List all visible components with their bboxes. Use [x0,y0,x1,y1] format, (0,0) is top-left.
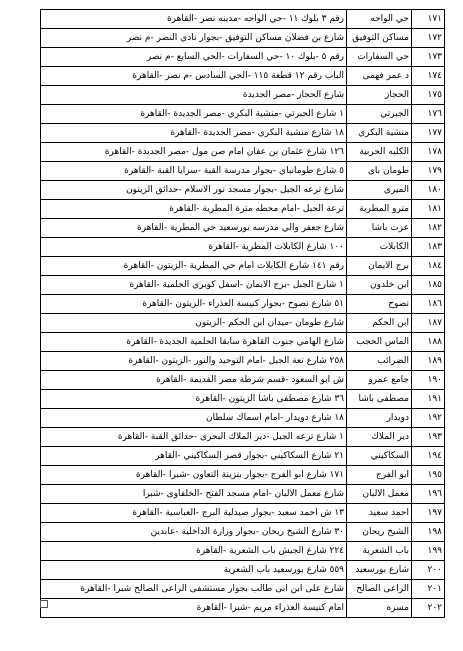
table-row [41,48,445,67]
branch-address-cell: ٢١ شارع السكاكيني -بجوار قصر السكاكيني -القاهر [41,447,347,466]
table-row [41,181,445,200]
branch-name-cell: الجبرتي [347,105,412,124]
branch-number-cell: ١٧٥ [412,86,445,105]
table-row [41,86,445,105]
table-row [41,162,445,181]
branch-name-cell: احمد سعيد [347,504,412,523]
branch-address-cell: شارع ترعه الجبل -بجوار مسجد نور الاسلام -حدائق الزيتون [41,181,347,200]
branch-address-cell: شارع بن فضلان مساكن التوفيق -بجوار نادي النصر -م نصر [41,29,347,48]
branch-address-cell: شارع الهامي جنوب القاهرة سابقا الحلمية الجديدة -القاهرة [41,333,347,352]
branch-address-cell: ٢٥٨ شارع تعة الجبل -امام التوحيد والنور -الزيتون -القاهرة [41,352,347,371]
branch-address-cell: ٣٦ شارع مصطفى باشا الزيتون -القاهرة [41,390,347,409]
table-row [41,523,445,542]
branch-name-cell: مصطفى باشا [347,390,412,409]
branch-name-cell: حي السفارات [347,48,412,67]
branch-number-cell: ١٩٠ [412,371,445,390]
table-row [41,29,445,48]
branch-name-cell: دير الملاك [347,428,412,447]
table-row [41,10,445,29]
branch-number-cell: ١٩٨ [412,523,445,542]
branch-number-cell: ١٨٠ [412,181,445,200]
branch-address-cell: ١ شارع ترعه الجبل -دير الملاك البحرى -حدائق القبة -القاهرة [41,428,347,447]
branch-name-cell: الشيخ ريحان [347,523,412,542]
branch-name-cell: الحجاز [347,86,412,105]
branch-name-cell: ابو الفرج [347,466,412,485]
branch-name-cell: جامع عمرو [347,371,412,390]
branch-name-cell: معمل الالبان [347,485,412,504]
branch-number-cell: ١٨٢ [412,219,445,238]
branch-name-cell: ابن خلدون [347,276,412,295]
table-row [41,200,445,219]
branch-address-cell: ١٣ ش احمد سعيد -بجوار صيدلية البرج -العباسية -القاهرة [41,504,347,523]
branch-address-cell: ترعة الجبل -امام محطه مترة المطرية -القاهرة [41,200,347,219]
branch-number-cell: ١٧١ [412,10,445,29]
table-row [41,143,445,162]
paragraph-end-mark [40,600,48,608]
branch-name-cell: الراعى الصالح [347,580,412,599]
branch-address-cell: ١٢٦ شارع عثمان بن عفان امام صن مول -مصر الجديدة -القاهرة [41,143,347,162]
branch-name-cell: منشية البكري [347,124,412,143]
branch-address-cell: ١٨ شارع منشية البكري -مصر الجديدة -القاهرة [41,124,347,143]
branch-name-cell: شارع بورسعيد [347,561,412,580]
branch-address-cell: ٥١ شارع نصوح -بجوار كنيسة العذراء -الزيتون -القاهرة [41,295,347,314]
branch-number-cell: ١٨٨ [412,333,445,352]
branch-address-cell: الباب رقم ١٢ قطعة ١١٥ -الحي السادس -م نصر -القاهرة [41,67,347,86]
branch-address-cell: رقم ٣ بلوك ١١ -حي الواحه -مدينه نصر -القاهرة [41,10,347,29]
branch-number-cell: ١٧٨ [412,143,445,162]
branch-number-cell: ١٧٣ [412,48,445,67]
branch-address-cell: شارع على ابن ابى طالب بجوار مستشفى الراعى الصالح شبرا -القاهرة [41,580,347,599]
table-row [41,504,445,523]
table-row [41,105,445,124]
branch-number-cell: ١٩٢ [412,409,445,428]
branch-name-cell: دويدار [347,409,412,428]
branch-address-cell: شارع طومان -ميدان ابن الحكم -الزيتون [41,314,347,333]
branch-name-cell: الكليه الحربية [347,143,412,162]
branch-address-cell: ش ابو السعود -قسم شرطة مصر القديمة -القاهرة [41,371,347,390]
table-row [41,447,445,466]
table-row [41,314,445,333]
table-row [41,485,445,504]
branch-address-cell: ١٨ شارع دويدار -امام اسماك سلطان [41,409,347,428]
table-row [41,599,445,618]
branch-number-cell: ١٩١ [412,390,445,409]
table-row [41,390,445,409]
table-row [41,561,445,580]
branches-table-body [41,10,445,618]
branch-number-cell: ١٨١ [412,200,445,219]
table-row [41,295,445,314]
branch-number-cell: ١٧٧ [412,124,445,143]
branch-name-cell: نصوح [347,295,412,314]
branch-number-cell: ٢٠٢ [412,599,445,618]
branch-number-cell: ١٧٩ [412,162,445,181]
table-row [41,124,445,143]
branch-address-cell: رقم ١٤١ شارع الكابلات امام حي المطرية -الزيتون -القاهرة [41,257,347,276]
branch-name-cell: برج الايمان [347,257,412,276]
branch-name-cell: السكاكيني [347,447,412,466]
branch-address-cell: ٣٠ شارع الشيخ ريحان -بجوار وزارة الداخلية -عابدين [41,523,347,542]
table-row [41,352,445,371]
branch-address-cell: ١٧١ شارع ابو الفرج -بجوار بنزينة التعاون -شبرا -القاهرة [41,466,347,485]
branch-address-cell: امام كنيسة العذراء مريم -شبرا -القاهرة [41,599,347,618]
branch-address-cell: ٢٢٤ شارع الجيش باب الشعرية -القاهرة [41,542,347,561]
branch-number-cell: ٢٠١ [412,580,445,599]
branch-name-cell: عزت باشا [347,219,412,238]
branch-number-cell: ١٩٣ [412,428,445,447]
table-row [41,276,445,295]
branch-name-cell: د عمر فهمى [347,67,412,86]
table-row [41,333,445,352]
branches-table [40,9,445,618]
branch-number-cell: ٢٠٠ [412,561,445,580]
branch-number-cell: ١٨٧ [412,314,445,333]
branch-number-cell: ١٨٩ [412,352,445,371]
branch-name-cell: باب الشعرية [347,542,412,561]
branch-name-cell: حي الواحه [347,10,412,29]
table-row [41,371,445,390]
branch-number-cell: ١٨٦ [412,295,445,314]
branch-address-cell: ١ شارع الجبرتي -منشية البكري -مصر الجديدة -القاهرة [41,105,347,124]
branch-address-cell: شارع الحجاز -مصر الجديدة [41,86,347,105]
branch-name-cell: الضرائب [347,352,412,371]
branch-number-cell: ١٩٥ [412,466,445,485]
branch-number-cell: ١٨٤ [412,257,445,276]
branch-number-cell: ١٨٥ [412,276,445,295]
table-row [41,428,445,447]
branch-name-cell: ابن الحكم [347,314,412,333]
branch-address-cell: ٥٥٩ شارع بورسعيد باب الشعرية [41,561,347,580]
branch-number-cell: ١٩٤ [412,447,445,466]
table-row [41,409,445,428]
branch-address-cell: ٥ شارع طومانباي -بجوار مدرسة القبة -سرايا القبة -القاهرة [41,162,347,181]
table-row [41,219,445,238]
branch-number-cell: ١٧٤ [412,67,445,86]
branch-number-cell: ١٧٢ [412,29,445,48]
branch-address-cell: شارع جعفر والي مدرسه بورسعيد حي المطرية -القاهرة [41,219,347,238]
table-row [41,580,445,599]
branch-address-cell: رقم ٥ -بلوك ١٠ -حي السفارات -الحي السابع -م نصر [41,48,347,67]
branch-name-cell: مترو المطرية [347,200,412,219]
branch-name-cell: الميرى [347,181,412,200]
branch-address-cell: شارع معمل الالبان -امام مسجد الفتح -الخلفاوى -شبرا [41,485,347,504]
branch-address-cell: ١ شارع الجبل -برج الايمان -اسفل كوبري الحلمية -القاهرة [41,276,347,295]
branch-address-cell: ١٠٠ شارع الكابلات المطرية -القاهرة [41,238,347,257]
branch-name-cell: الماس الحجب [347,333,412,352]
branch-number-cell: ١٩٦ [412,485,445,504]
table-row [41,257,445,276]
branch-name-cell: الكابلات [347,238,412,257]
branch-name-cell: طومان باى [347,162,412,181]
table-row [41,67,445,86]
branch-number-cell: ١٨٣ [412,238,445,257]
branch-number-cell: ١٧٦ [412,105,445,124]
branch-name-cell: مسره [347,599,412,618]
branch-number-cell: ١٩٩ [412,542,445,561]
branch-name-cell: مساكن التوفيق [347,29,412,48]
table-row [41,466,445,485]
branch-number-cell: ١٩٧ [412,504,445,523]
table-row [41,542,445,561]
table-row [41,238,445,257]
